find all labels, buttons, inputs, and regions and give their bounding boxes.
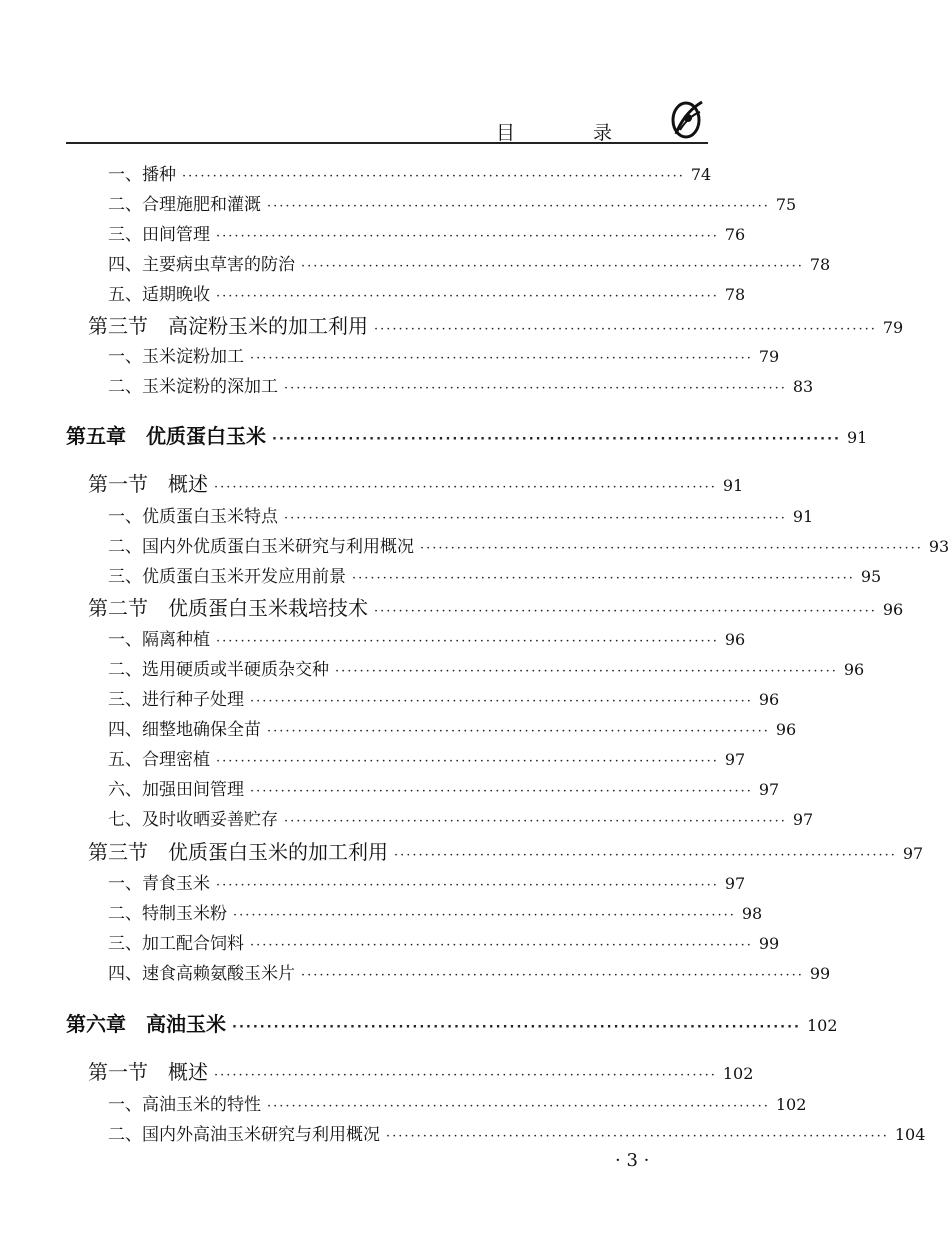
- leader-dots: ··················································································: [250, 351, 753, 366]
- toc-section[interactable]: [88, 468, 744, 497]
- leader-dots: ··················································································: [267, 199, 770, 214]
- toc-entry-page: 74: [690, 165, 712, 184]
- toc-entry-title: 一、青食玉米: [108, 874, 210, 894]
- toc-entry-page: 97: [724, 874, 746, 893]
- leader-dots: ··················································································: [374, 322, 877, 337]
- toc-entry[interactable]: [108, 655, 865, 680]
- toc-entry[interactable]: [108, 532, 949, 557]
- toc-entry-page: 104: [894, 1125, 926, 1144]
- toc-chapter-page: 91: [846, 428, 868, 447]
- toc-entry[interactable]: [108, 625, 746, 650]
- toc-entry-title: 四、细整地确保全苗: [108, 720, 261, 740]
- toc-section-title: 第一节 概述: [88, 1060, 208, 1084]
- toc-entry-page: 98: [741, 904, 763, 923]
- toc-section-page: 91: [722, 476, 744, 495]
- leader-dots: ··················································································: [233, 908, 736, 923]
- leader-dots: ··················································································: [352, 571, 855, 586]
- leader-dots: ··················································································: [216, 878, 719, 893]
- toc-entry[interactable]: [108, 250, 831, 275]
- toc-entry-page: 83: [792, 377, 814, 396]
- toc-section-title: 第三节 高淀粉玉米的加工利用: [88, 314, 368, 338]
- toc-entry-page: 91: [792, 507, 814, 526]
- toc-entry-title: 二、玉米淀粉的深加工: [108, 377, 278, 397]
- toc-section-title: 第三节 优质蛋白玉米的加工利用: [88, 840, 388, 864]
- toc-entry-title: 二、特制玉米粉: [108, 904, 227, 924]
- toc-entry-title: 七、及时收晒妥善贮存: [108, 810, 278, 830]
- toc-entry-title: 二、合理施肥和灌溉: [108, 195, 261, 215]
- toc-entry-title: 五、适期晚收: [108, 285, 210, 305]
- toc-entry-title: 三、田间管理: [108, 225, 210, 245]
- toc-section-page: 102: [722, 1064, 754, 1083]
- toc-entry-page: 99: [758, 934, 780, 953]
- leader-dots: ··················································································: [301, 968, 804, 983]
- leader-dots: ··················································································: [214, 1068, 717, 1083]
- toc-entry[interactable]: [108, 685, 780, 710]
- leader-dots: ··················································································: [182, 169, 685, 184]
- toc-chapter-title: 第六章 高油玉米: [66, 1012, 226, 1036]
- leader-dots: ··················································································: [284, 814, 787, 829]
- toc-entry[interactable]: [108, 502, 814, 527]
- leader-dots: ··················································································: [386, 1129, 889, 1144]
- toc-entry[interactable]: [108, 899, 763, 924]
- leader-dots: ··················································································: [216, 229, 719, 244]
- toc-entry-page: 99: [809, 964, 831, 983]
- toc-entry-page: 97: [724, 750, 746, 769]
- toc-entry-page: 78: [724, 285, 746, 304]
- toc-entry[interactable]: [108, 1090, 807, 1115]
- leader-dots: ··················································································: [267, 1099, 770, 1114]
- leader-dots: ··················································································: [267, 724, 770, 739]
- toc-entry[interactable]: [108, 220, 746, 245]
- corn-logo-icon: [666, 98, 706, 140]
- toc-entry-title: 三、进行种子处理: [108, 690, 244, 710]
- toc-entry-title: 四、主要病虫草害的防治: [108, 255, 295, 275]
- toc-entry-page: 93: [928, 537, 949, 556]
- toc-entry-page: 96: [724, 630, 746, 649]
- toc-entry-title: 三、优质蛋白玉米开发应用前景: [108, 567, 346, 587]
- toc-entry[interactable]: [108, 805, 814, 830]
- toc-section[interactable]: [88, 310, 904, 339]
- toc-entry-page: 78: [809, 255, 831, 274]
- toc-section[interactable]: [88, 1056, 754, 1085]
- leader-dots: ··················································································: [232, 1020, 801, 1035]
- leader-dots: ··················································································: [250, 784, 753, 799]
- toc-entry[interactable]: [108, 959, 831, 984]
- toc-entry-page: 97: [792, 810, 814, 829]
- toc-entry[interactable]: [108, 775, 780, 800]
- toc-section-page: 97: [902, 844, 924, 863]
- leader-dots: ··················································································: [272, 432, 841, 447]
- leader-dots: ··················································································: [214, 480, 717, 495]
- toc-entry-title: 一、播种: [108, 165, 176, 185]
- toc-entry[interactable]: [108, 869, 746, 894]
- toc-entry-title: 二、选用硬质或半硬质杂交种: [108, 660, 329, 680]
- toc-chapter[interactable]: [66, 420, 868, 449]
- toc-chapter-page: 102: [806, 1016, 838, 1035]
- toc-entry-title: 四、速食高赖氨酸玉米片: [108, 964, 295, 984]
- toc-entry-title: 一、玉米淀粉加工: [108, 347, 244, 367]
- leader-dots: ··················································································: [216, 754, 719, 769]
- leader-dots: ··················································································: [250, 694, 753, 709]
- toc-chapter-title: 第五章 优质蛋白玉米: [66, 424, 266, 448]
- toc-entry-page: 96: [843, 660, 865, 679]
- leader-dots: ··················································································: [374, 604, 877, 619]
- page-number: · 3 ·: [615, 1150, 650, 1171]
- leader-dots: ··················································································: [301, 259, 804, 274]
- toc-entry-title: 三、加工配合饲料: [108, 934, 244, 954]
- toc-section-page: 79: [882, 318, 904, 337]
- running-header: [66, 100, 708, 144]
- toc-entry-title: 六、加强田间管理: [108, 780, 244, 800]
- toc-entry-page: 102: [775, 1095, 807, 1114]
- toc-section[interactable]: [88, 836, 924, 865]
- toc-entry[interactable]: [108, 160, 712, 185]
- header-title: 目 录: [495, 122, 648, 144]
- toc-entry[interactable]: [108, 280, 746, 305]
- toc-entry-title: 一、隔离种植: [108, 630, 210, 650]
- toc-section[interactable]: [88, 592, 904, 621]
- leader-dots: ··················································································: [394, 848, 897, 863]
- toc-entry-title: 二、国内外高油玉米研究与利用概况: [108, 1125, 380, 1145]
- toc-entry-page: 79: [758, 347, 780, 366]
- leader-dots: ··················································································: [335, 664, 838, 679]
- toc-entry-page: 96: [775, 720, 797, 739]
- toc-section-title: 第二节 优质蛋白玉米栽培技术: [88, 596, 368, 620]
- toc-entry-page: 75: [775, 195, 797, 214]
- toc-entry[interactable]: [108, 562, 882, 587]
- toc-entry-page: 97: [758, 780, 780, 799]
- toc-entry-page: 95: [860, 567, 882, 586]
- toc-entry-page: 96: [758, 690, 780, 709]
- toc-section-page: 96: [882, 600, 904, 619]
- leader-dots: ··················································································: [216, 634, 719, 649]
- toc-entry-title: 一、高油玉米的特性: [108, 1095, 261, 1115]
- toc-entry-title: 一、优质蛋白玉米特点: [108, 507, 278, 527]
- toc-chapter[interactable]: [66, 1008, 838, 1037]
- toc-entry[interactable]: [108, 745, 746, 770]
- toc-section-title: 第一节 概述: [88, 472, 208, 496]
- toc-entry-page: 76: [724, 225, 746, 244]
- toc-entry[interactable]: [108, 715, 797, 740]
- toc-entry-title: 二、国内外优质蛋白玉米研究与利用概况: [108, 537, 414, 557]
- toc-entry-title: 五、合理密植: [108, 750, 210, 770]
- toc-entry[interactable]: [108, 342, 780, 367]
- toc-entry[interactable]: [108, 929, 780, 954]
- leader-dots: ··················································································: [420, 541, 923, 556]
- leader-dots: ··················································································: [250, 938, 753, 953]
- leader-dots: ··················································································: [216, 289, 719, 304]
- leader-dots: ··················································································: [284, 511, 787, 526]
- leader-dots: ··················································································: [284, 381, 787, 396]
- toc-entry[interactable]: [108, 1120, 926, 1145]
- toc-entry[interactable]: [108, 372, 814, 397]
- toc-entry[interactable]: [108, 190, 797, 215]
